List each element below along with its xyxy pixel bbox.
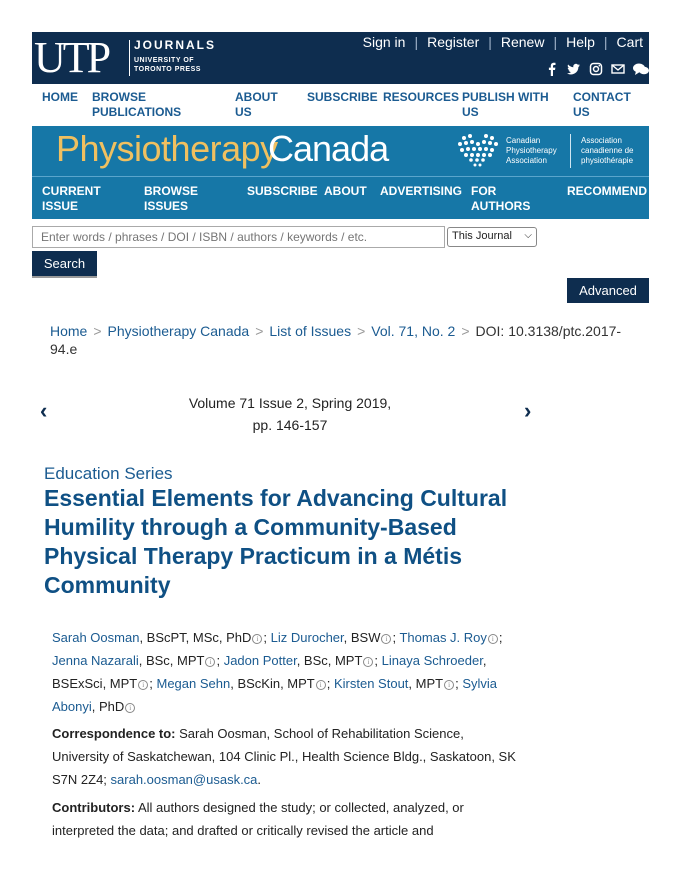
author-separator: ;	[455, 676, 463, 691]
nav-home[interactable]: HOME	[42, 90, 78, 104]
author-credentials: , BScKin, MPT	[230, 676, 315, 691]
breadcrumb	[50, 322, 630, 358]
facebook-icon[interactable]	[545, 62, 559, 76]
renew-link[interactable]: Renew	[500, 34, 545, 50]
correspondence-end: .	[257, 772, 262, 787]
nav-about-us[interactable]: ABOUT US	[235, 90, 278, 119]
issue-info	[150, 392, 430, 436]
author-info-icon[interactable]: i	[488, 634, 498, 644]
author-info-icon[interactable]: i	[125, 703, 135, 713]
link-separator: |	[603, 34, 608, 50]
nav-resources[interactable]: RESOURCES	[383, 90, 460, 104]
subnav-current-issue[interactable]: CURRENT ISSUE	[42, 184, 101, 213]
author-link[interactable]: Linaya Schroeder	[381, 653, 483, 668]
link-separator: |	[553, 34, 558, 50]
press-line-2: TORONTO PRESS	[134, 66, 201, 73]
author-separator: ;	[498, 630, 503, 645]
cpa-logo	[456, 132, 641, 170]
nav-subscribe[interactable]: SUBSCRIBE	[307, 90, 378, 104]
breadcrumb-separator: >	[255, 323, 264, 339]
help-link[interactable]: Help	[566, 34, 595, 50]
author-info-icon[interactable]: i	[444, 680, 454, 690]
social-icons	[545, 62, 647, 76]
author-credentials: , BSc, MPT	[138, 653, 205, 668]
nav-contact-us[interactable]: CONTACT US	[573, 90, 631, 119]
breadcrumb-list-of-issues[interactable]: List of Issues	[269, 323, 352, 339]
breadcrumb-separator: >	[357, 323, 366, 339]
subnav-about[interactable]: ABOUT	[324, 184, 367, 198]
link-separator: |	[414, 34, 419, 50]
chat-icon[interactable]	[633, 62, 647, 76]
author-separator: ;	[392, 630, 400, 645]
next-article-chevron-right-icon[interactable]: ›	[524, 398, 532, 423]
heart-dots-icon	[456, 132, 500, 170]
author-credentials: , PhD	[91, 699, 125, 714]
press-name	[134, 56, 201, 74]
link-separator: |	[488, 34, 492, 50]
author-credentials: , BScPT, MSc, PhD	[139, 630, 252, 645]
issue-volume: Volume 71 Issue 2, Spring 2019,	[188, 395, 392, 411]
contributors-label: Contributors:	[52, 800, 136, 815]
author-separator: ;	[149, 676, 157, 691]
breadcrumb-current-doi: DOI: 10.3138/ptc.2017-94.e	[50, 323, 622, 357]
author-link[interactable]: Sarah Oosman	[52, 630, 140, 645]
author-separator: ;	[326, 676, 334, 691]
search-scope-value: This Journal	[452, 230, 512, 242]
sign-in-link[interactable]: Sign in	[362, 34, 406, 50]
press-line-1: UNIVERSITY OF	[134, 57, 195, 64]
author-list	[52, 626, 512, 718]
twitter-icon[interactable]	[567, 62, 581, 76]
main-navigation	[32, 86, 649, 126]
author-link[interactable]: Sylvia Abonyi	[52, 676, 498, 714]
instagram-icon[interactable]	[589, 62, 603, 76]
chevron-down-icon: ⌵	[524, 230, 532, 241]
subnav-recommend[interactable]: RECOMMEND	[567, 184, 647, 198]
correspondence	[52, 722, 522, 791]
journal-title-physiotherapy: Physiotherapy	[56, 128, 278, 169]
author-credentials: , BSc, MPT	[296, 653, 363, 668]
author-link[interactable]: Liz Durocher	[270, 630, 344, 645]
subnav-browse-issues[interactable]: BROWSE ISSUES	[144, 184, 198, 213]
issue-pages: pp. 146-157	[252, 417, 328, 433]
nav-browse-publications[interactable]: BROWSE PUBLICATIONS	[92, 90, 182, 119]
cpa-divider	[570, 134, 571, 168]
utp-logo[interactable]: UTP	[34, 33, 109, 82]
subnav-advertising[interactable]: ADVERTISING	[380, 184, 463, 198]
author-info-icon[interactable]: i	[316, 680, 326, 690]
logo-divider	[129, 40, 130, 76]
contributors-text: All authors designed the study; or collected, analyzed, or interpreted the data; and drafted or critically revised the article and	[52, 800, 464, 838]
subnav-subscribe[interactable]: SUBSCRIBE	[247, 184, 318, 198]
previous-article-chevron-left-icon[interactable]: ‹	[40, 398, 48, 423]
author-link[interactable]: Jenna Nazarali	[52, 653, 139, 668]
correspondence-text: Sarah Oosman, School of Rehabilitation Science, University of Saskatchewan, 104 Clinic Pl., Health Science Bldg., Saskatoon, SK S7N 2Z4;	[52, 726, 516, 787]
breadcrumb-separator: >	[93, 323, 102, 339]
nav-publish-with-us[interactable]: PUBLISH WITH US	[462, 90, 549, 119]
article-series: Education Series	[44, 464, 173, 483]
author-link[interactable]: Jadon Potter	[223, 653, 297, 668]
contributors	[52, 796, 522, 842]
cpa-name-fr: Association canadienne de physiothérapie	[581, 136, 634, 165]
correspondence-email-link[interactable]: sarah.oosman@usask.ca	[110, 772, 258, 787]
author-separator: ;	[374, 653, 382, 668]
author-info-icon[interactable]: i	[138, 680, 148, 690]
author-info-icon[interactable]: i	[252, 634, 262, 644]
author-info-icon[interactable]: i	[205, 657, 215, 667]
journal-banner[interactable]	[32, 126, 649, 176]
author-credentials: , BSW	[343, 630, 381, 645]
cart-link[interactable]: Cart	[616, 34, 643, 50]
account-links	[363, 34, 643, 50]
author-link[interactable]: Megan Sehn	[156, 676, 231, 691]
journal-title-canada: Canada	[268, 128, 389, 169]
publisher-header	[32, 32, 649, 84]
breadcrumb-separator: >	[461, 323, 470, 339]
breadcrumb-journal[interactable]: Physiotherapy Canada	[107, 323, 250, 339]
advanced-search-button[interactable]: Advanced	[567, 278, 649, 303]
breadcrumb-issue[interactable]: Vol. 71, No. 2	[371, 323, 456, 339]
journal-navigation	[32, 176, 649, 219]
breadcrumb-home[interactable]: Home	[50, 323, 88, 339]
article-title: Essential Elements for Advancing Cultural Humility through a Community-Based Physical Therapy Practicum in a Métis Community	[44, 485, 508, 598]
email-icon[interactable]	[611, 62, 625, 76]
author-link[interactable]: Thomas J. Roy	[399, 630, 487, 645]
cpa-name-en: Canadian Physiotherapy Association	[506, 136, 557, 165]
author-credentials: , BSExSci, MPT	[52, 653, 487, 691]
search-scope-select[interactable]	[447, 227, 537, 247]
journals-label: JOURNALS	[134, 38, 217, 52]
author-info-icon[interactable]: i	[363, 657, 373, 667]
search-input[interactable]	[32, 226, 445, 248]
register-link[interactable]: Register	[427, 34, 480, 50]
correspondence-label: Correspondence to:	[52, 726, 176, 741]
author-separator: ;	[263, 630, 271, 645]
author-credentials: , MPT	[408, 676, 444, 691]
search-button[interactable]: Search	[32, 251, 97, 276]
author-info-icon[interactable]: i	[381, 634, 391, 644]
subnav-for-authors[interactable]: FOR AUTHORS	[471, 184, 531, 213]
author-link[interactable]: Kirsten Stout	[333, 676, 409, 691]
author-separator: ;	[216, 653, 224, 668]
